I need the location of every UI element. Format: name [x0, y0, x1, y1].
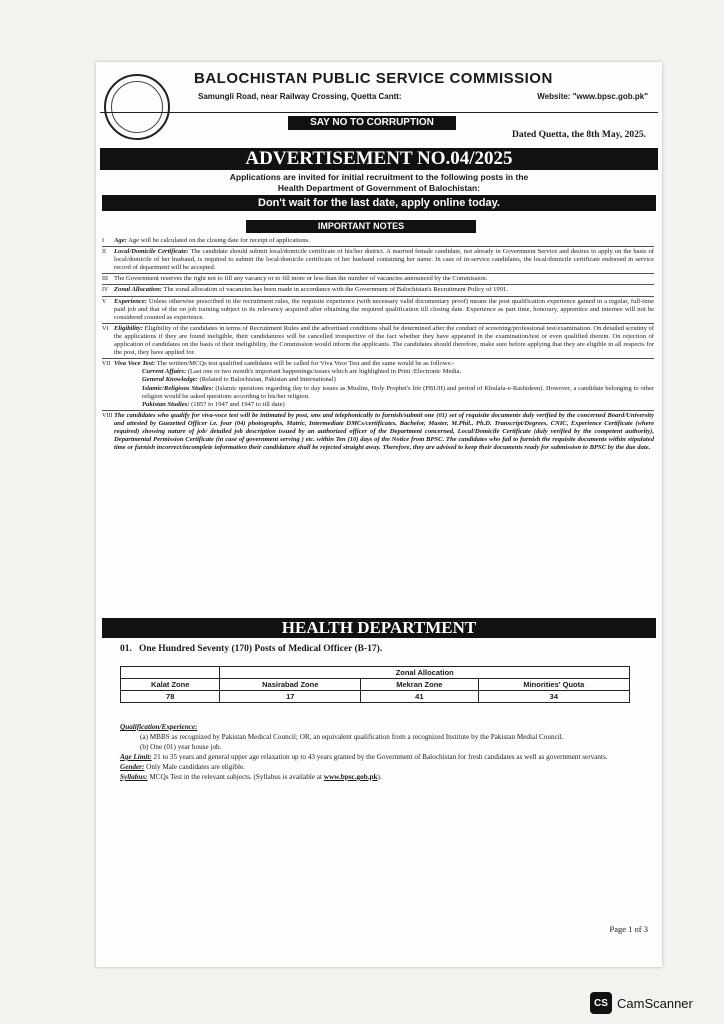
invitation-text: Applications are invited for initial recruitment to the following posts in the Health Department of Government of Balochistan:	[229, 172, 529, 193]
table-header: Kalat Zone	[121, 679, 220, 691]
table-cell: 17	[220, 691, 361, 703]
slogan-banner: SAY NO TO CORRUPTION	[288, 116, 456, 130]
note-viva: VII Viva Voce Test: The written/MCQs test qualified candidates will be called for Viva Voce Test and the same would be as follows:- Current Affairs: (Last one or two month's important happenings/issues which are highlighted in Print /Electronic Media. General Knowledge: (Related to Balochistan, Pakistan and International) Islamic/Religious Studies: (Islamic questions regarding day to day issues as Muslim, Holy Prophet's life (PBUH) and period of Khulafa-e-Rashideen). However, a candidate belonging to other religion would be asked questions according to his/her religion. Pakistan Studies: (1857 to 1947 and 1947 to till date)	[102, 359, 654, 411]
note-item: I Age: Age will be calculated on the closing date for receipt of applications.	[102, 236, 654, 247]
camscanner-watermark	[590, 992, 693, 1014]
post-title: 01. One Hundred Seventy (170) Posts of Medical Officer (B-17).	[120, 644, 383, 654]
apply-online-banner: Don't wait for the last date, apply online today.	[102, 195, 656, 211]
note-item: VI Eligibility: Eligibility of the candidates in terms of Recruitment Rules and the advertised conditions shall be determined after the conduct of screening/professional test/examination. On detailed scrutiny of the applications if they are found ineligible, their candidatures will be cancelled irrespective of the fact whether they have appeared in the examination/test or even qualified therein. On rejection of application of candidates on the basis of their ineligibility, the Commission would inform the applicants. The candidates should therefore, make sure before applying that they are eligible in all respects for the post, they have applied for.	[102, 324, 654, 359]
note-documents: VIII The candidates who qualify for viva-voce test will be intimated by post, sms and telephonically to furnish/submit one (01) set of requisite documents duly verified by the concerned Board/University and attested by Guezetted Officer i.e. four (04) photographs, Matric, Intermediate DMCs/certificates, Bachelor, Master, M.Phil., Ph.D. Transcript/Degrees, CNIC, Experience Certificate (where required) showing nature of job/ detailed job description issued by an authorized officer of the Department concerned, Local/Domicile Certificate (duly verified by the competent authority), Departmental Permission Certificate (in case of government serving ) etc. within Ten (10) days of the Notice from BPSC. The candidates who fail to furnish the requisite documents within stipulated time or furnish incorrect/incomplete information their candidature shall be rejected straight away. Therefore, they are advised to keep their documents ready for submission to BPSC by the due date.	[102, 411, 654, 452]
gender: Gender: Only Male candidates are eligible.	[120, 763, 245, 771]
advertisement-title: ADVERTISEMENT NO.04/2025	[100, 148, 658, 170]
department-heading: HEALTH DEPARTMENT	[102, 618, 656, 638]
note-item: V Experience: Unless otherwise prescribed in the recruitment rules, the requisite experience (with necessary valid documentary proof) means the post qualification experience gained in a regular, full-time paid job and that of the on job training subject to its relevancy acquired after obtaining the required qualification till closing date. Experience as part time, honorary, apprentice and internee will not be considered counted as experience.	[102, 297, 654, 324]
divider	[100, 112, 658, 113]
dated-line: Dated Quetta, the 8th May, 2025.	[511, 130, 646, 140]
qualification-section	[120, 722, 648, 782]
table-cell: 41	[361, 691, 479, 703]
table-header: Nasirabad Zone	[220, 679, 361, 691]
note-item: IV Zonal Allocation: The zonal allocation of vacancies has been made in accordance with the Government of Balochistan's Recruitment Policy of 1991.	[102, 285, 654, 296]
qualification-heading: Qualification/Experience:	[120, 723, 198, 731]
table-cell: 78	[121, 691, 220, 703]
table-header: Minorities' Quota	[478, 679, 629, 691]
org-name: BALOCHISTAN PUBLIC SERVICE COMMISSION	[194, 70, 553, 87]
important-notes-heading: IMPORTANT NOTES	[246, 220, 476, 233]
camscanner-icon: CS	[590, 992, 612, 1014]
syllabus: Syllabus: MCQs Test in the relevant subjects. (Syllabus is available at www.bpsc.gob.pk).	[120, 773, 382, 781]
org-website: Website: "www.bpsc.gob.pk"	[537, 92, 648, 101]
zonal-allocation-table	[120, 666, 630, 703]
org-address: Samungli Road, near Railway Crossing, Quetta Cantt:	[198, 92, 402, 101]
syllabus-link[interactable]: www.bpsc.gob.pk	[323, 773, 378, 781]
table-heading: Zonal Allocation	[220, 667, 630, 679]
qualification-a: (a) MBBS as recognized by Pakistan Medical Council; OR, an equivalent qualification from a recognized Institute by the Pakistan Medial Council.	[140, 733, 564, 741]
document-page	[96, 62, 662, 967]
page-number: Page 1 of 3	[609, 924, 648, 934]
notes-list	[102, 236, 654, 453]
note-item: II Local/Domicile Certificate: The candidate should submit local/domicile certificate of his/her district. A married female candidate, not already in Government Service and desires to apply on the basis of local/domicile of her husband, is required to submit the local/domicile certificate of her husband containing her name. In case of in-service candidates, the local/domicile certificate endorsed in service record of department will be accepted.	[102, 247, 654, 274]
table-cell: 34	[478, 691, 629, 703]
camscanner-label: CamScanner	[617, 995, 693, 1011]
bpsc-logo	[104, 74, 170, 140]
qualification-b: (b) One (01) year house job.	[140, 743, 222, 751]
table-header: Mekran Zone	[361, 679, 479, 691]
age-limit: Age Limit: 21 to 35 years and general upper age relaxation up to 43 years granted by the Government of Balochistan for fresh candidates as well as government servants.	[120, 753, 608, 761]
note-item: III The Government reserves the right not to fill any vacancy or to fill more or less than the number of vacancies announced by the Commission.	[102, 274, 654, 285]
